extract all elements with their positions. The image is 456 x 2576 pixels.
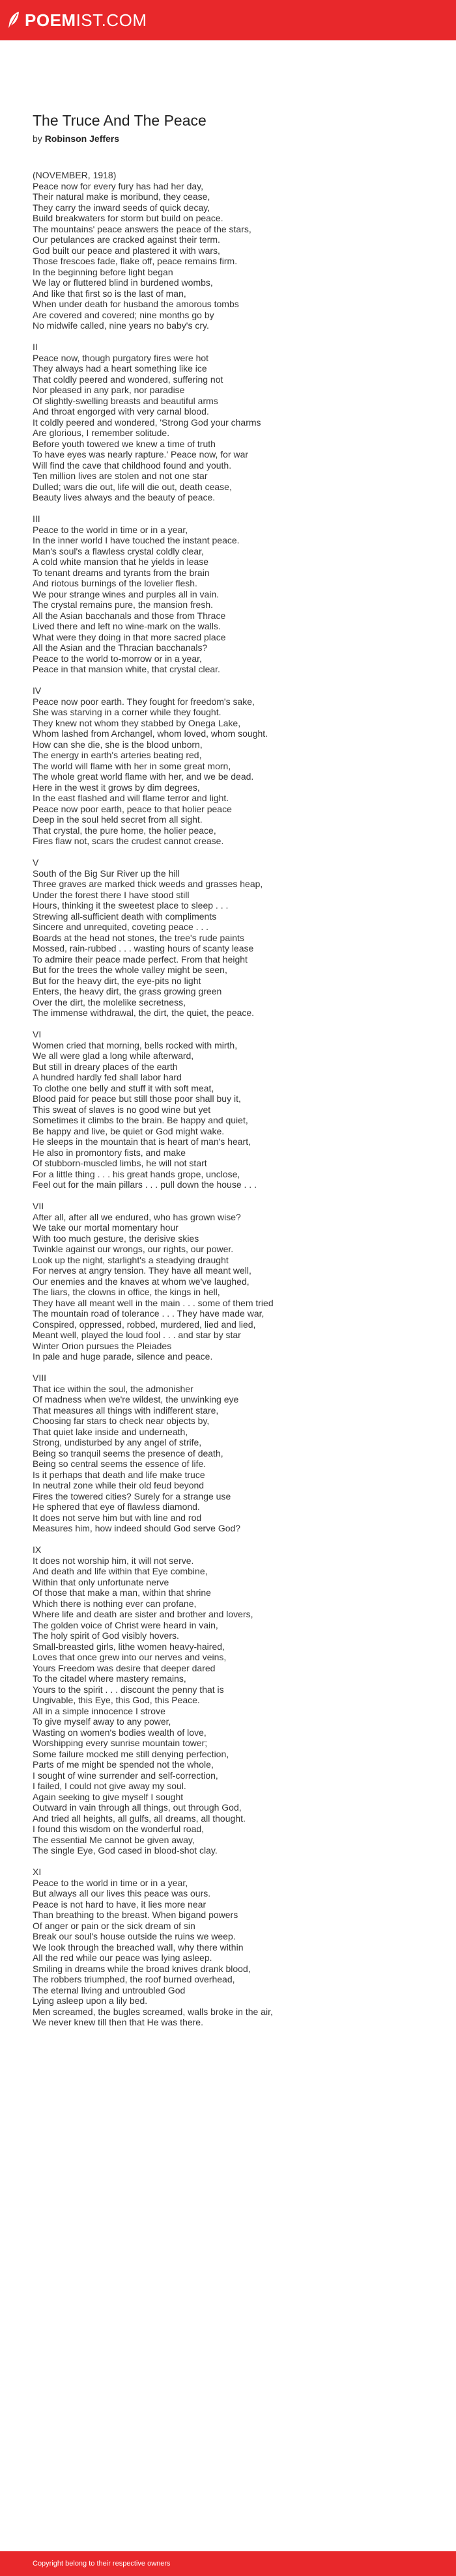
poem-line: This sweat of slaves is no good wine but yet xyxy=(33,1104,211,1115)
site-footer xyxy=(0,2551,456,2576)
poem-stanza xyxy=(33,1544,423,1856)
site-header xyxy=(0,0,456,40)
poem-line: Peace to the world in time or in a year, xyxy=(33,524,188,535)
poem-line: To give myself away to any power, xyxy=(33,1716,171,1727)
poem-line: Fires the towered cities? Surely for a strange use xyxy=(33,1490,231,1501)
poem-stanza xyxy=(33,1867,423,2028)
poem-line: Choosing far stars to check near objects by, xyxy=(33,1416,210,1426)
poem-line: Strong, undisturbed by any angel of strife, xyxy=(33,1437,202,1447)
poem-line: In the beginning before light began xyxy=(33,266,173,277)
poem-line: The energy in earth's arteries beating red, xyxy=(33,750,202,760)
poem-line: Under the forest there I have stood still xyxy=(33,889,190,900)
poem-line: VIII xyxy=(33,1373,47,1383)
poem-line: The robbers triumphed, the roof burned overhead, xyxy=(33,1974,235,1984)
poem-line: Beauty lives always and the beauty of peace. xyxy=(33,492,216,502)
poem-line: Before youth towered we knew a time of truth xyxy=(33,438,216,449)
poem-line: The single Eye, God cased in blood-shot clay. xyxy=(33,1845,218,1856)
poem-line: Sometimes it climbs to the brain. Be happy and quiet, xyxy=(33,1115,248,1125)
copyright-text: Copyright belong to their respective owners xyxy=(33,2560,171,2568)
poem-line: The mountain road of tolerance . . . They have made war, xyxy=(33,1308,264,1319)
poem-line: Which there is nothing ever can profane, xyxy=(33,1598,197,1609)
poem-line: We pour strange wines and purples all in vain. xyxy=(33,588,220,599)
poem-line: Small-breasted girls, lithe women heavy-haired, xyxy=(33,1641,225,1652)
poem-line: Ten million lives are stolen and not one star xyxy=(33,471,208,481)
poem-line: Conspired, oppressed, robbed, murdered, lied and lied, xyxy=(33,1319,256,1330)
poem-line: And riotous burnings of the lovelier flesh. xyxy=(33,578,197,588)
poem-line: For a little thing . . . his great hands grope, unclose, xyxy=(33,1168,240,1179)
poem-line: Peace now poor earth. They fought for freedom's sake, xyxy=(33,696,255,707)
poem-line: Of anger or pain or the sick dream of sin xyxy=(33,1920,195,1931)
poem-stanza xyxy=(33,342,423,503)
poem-line: To have eyes was nearly rapture.' Peace now, for war xyxy=(33,449,249,459)
poem-line: We all were glad a long while afterward, xyxy=(33,1050,194,1061)
poem-line: That measures all things with indifferent stare, xyxy=(33,1404,219,1416)
poem-line: Mossed, rain-rubbed . . . wasting hours of scanty lease xyxy=(33,943,254,953)
poem-line: That ice within the soul, the admonisher xyxy=(33,1383,193,1394)
poem-line: And tried all heights, all gulfs, all dreams, all thought. xyxy=(33,1813,246,1824)
poem-line: Dulled; wars die out, life will die out, death cease, xyxy=(33,481,232,492)
poem-line: Build breakwaters for storm but build on peace. xyxy=(33,213,223,223)
poem-line: The immense withdrawal, the dirt, the quiet, the peace. xyxy=(33,1007,255,1018)
poem-line: III xyxy=(33,514,40,524)
poem-line: Boards at the head not stones, the tree's rude paints xyxy=(33,932,244,943)
poem-line: They have all meant well in the main . . . some of them tried xyxy=(33,1297,274,1308)
poem-line: IV xyxy=(33,685,42,696)
poem-line: God built our peace and plastered it with wars, xyxy=(33,245,220,256)
poem-line: Yours to the spirit . . . discount the penny that is xyxy=(33,1684,224,1695)
poem-line: Twinkle against our wrongs, our rights, our power. xyxy=(33,1244,234,1254)
poem-stanza xyxy=(33,685,423,847)
poem-line: Strewing all-sufficient death with compliments xyxy=(33,911,217,922)
poem-line: He sleeps in the mountain that is heart of man's heart, xyxy=(33,1136,251,1147)
poem-line: For nerves at angry tension. They have all meant well, xyxy=(33,1265,251,1276)
poem-line: South of the Big Sur River up the hill xyxy=(33,868,180,879)
poem-line: A cold white mansion that he yields in lease xyxy=(33,556,209,567)
poem-line: It does not worship him, it will not serve. xyxy=(33,1555,194,1566)
poem-line: That quiet lake inside and underneath, xyxy=(33,1426,188,1437)
poem-line: Women cried that morning, bells rocked with mirth, xyxy=(33,1039,238,1050)
poem-line: Are covered and covered; nine months go by xyxy=(33,309,214,320)
poem-line: Lying asleep upon a lily bed. xyxy=(33,1995,148,2006)
poem-line: The golden voice of Christ were heard in vain, xyxy=(33,1619,218,1630)
by-label: by xyxy=(33,133,42,144)
poem-line: Yours Freedom was desire that deeper dared xyxy=(33,1662,216,1673)
poem-line: Their natural make is moribund, they cease, xyxy=(33,191,210,202)
poem-line: Peace is not hard to have, it lies more near xyxy=(33,1898,207,1910)
poem-line: The holy spirit of God visibly hovers. xyxy=(33,1630,179,1641)
poem-content xyxy=(0,40,456,2028)
poem-line: V xyxy=(33,857,39,868)
poem-line: But for the heavy dirt, the eye-pits no light xyxy=(33,975,201,986)
poem-line: She was starving in a corner while they fought. xyxy=(33,707,221,717)
poem-line: When under death for husband the amorous tombs xyxy=(33,299,239,309)
poem-line: Of madness when we're wildest, the unwinking eye xyxy=(33,1394,239,1404)
poem-line: The whole great world flame with her, and we be dead. xyxy=(33,771,254,782)
poem-stanza xyxy=(33,857,423,1019)
poem-author[interactable]: Robinson Jeffers xyxy=(44,133,120,144)
poem-line: Our petulances are cracked against their term. xyxy=(33,234,220,245)
poem-line: No midwife called, nine years no baby's cry. xyxy=(33,320,209,331)
poem-line: Wasting on women's bodies wealth of love, xyxy=(33,1727,207,1738)
poem-line: All the red while our peace was lying asleep. xyxy=(33,1953,212,1963)
poem-line: All the Asian bacchanals and those from Thrace xyxy=(33,610,226,621)
poem-line: Peace now poor earth, peace to that holier peace xyxy=(33,803,232,814)
poem-line: What were they doing in that more sacred place xyxy=(33,631,226,642)
poem-stanza xyxy=(33,1029,423,1190)
poem-line: A hundred hardly fed shall labor hard xyxy=(33,1072,182,1082)
poem-line: VII xyxy=(33,1201,44,1211)
poem-line: I found this wisdom on the wonderful road, xyxy=(33,1824,205,1834)
poem-line: The world will flame with her in some great morn, xyxy=(33,760,231,771)
poem-line: Than breathing to the breast. When bigand powers xyxy=(33,1910,238,1920)
poem-line: Our enemies and the knaves at whom we've laughed, xyxy=(33,1276,249,1287)
poem-stanza xyxy=(33,514,423,675)
poem-line: Enters, the heavy dirt, the grass growing green xyxy=(33,986,222,996)
poem-line: Look up the night, starlight's a steadying draught xyxy=(33,1254,229,1265)
logo-text-light: IST.COM xyxy=(76,10,147,30)
poem-line: Over the dirt, the molelike secretness, xyxy=(33,996,186,1007)
poem-line: After all, after all we endured, who has grown wise? xyxy=(33,1211,241,1222)
poem-line: But always all our lives this peace was ours. xyxy=(33,1888,211,1898)
poem-line: Outward in vain through all things, out through God, xyxy=(33,1802,242,1813)
poem-line: He sphered that eye of flawless diamond. xyxy=(33,1501,200,1512)
poem-line: Meant well, played the loud fool . . . and star by star xyxy=(33,1330,241,1340)
poem-line: Being so tranquil seems the presence of death, xyxy=(33,1447,223,1459)
poem-line: Those frescoes fade, flake off, peace remains firm. xyxy=(33,256,238,266)
poem-line: How can she die, she is the blood unborn, xyxy=(33,739,203,750)
poem-line: And death and life within that Eye combine, xyxy=(33,1566,208,1576)
poem-line: Within that only unfortunate nerve xyxy=(33,1576,169,1587)
poem-line: Peace to the world to-morrow or in a year, xyxy=(33,653,202,664)
poem-line: Loves that once grew into our nerves and veins, xyxy=(33,1652,227,1662)
poem-line: Nor pleased in any park, nor paradise xyxy=(33,385,185,395)
poem-line: The eternal living and untroubled God xyxy=(33,1984,186,1995)
poem-line: IX xyxy=(33,1544,42,1555)
poem-line: Being so central seems the essence of life. xyxy=(33,1459,207,1469)
poem-line: I failed, I could not give away my soul. xyxy=(33,1781,186,1791)
poem-line: They always had a heart something like ice xyxy=(33,363,207,374)
poem-line: Peace now, though purgatory fires were hot xyxy=(33,352,209,363)
poem-body xyxy=(33,170,423,2028)
poem-line: Peace in that mansion white, that crystal clear. xyxy=(33,664,220,674)
poem-line: We take our mortal momentary hour xyxy=(33,1222,178,1233)
poem-line: The mountains' peace answers the peace of the stars, xyxy=(33,223,251,234)
poem-line: They knew not whom they stabbed by Onega Lake, xyxy=(33,717,241,728)
poem-line: Blood paid for peace but still those poor shall buy it, xyxy=(33,1093,241,1104)
poem-line: To tenant dreams and tyrants from the brain xyxy=(33,567,210,578)
poem-line: Fires flaw not, scars the crudest cannot crease. xyxy=(33,836,224,846)
poem-line: VI xyxy=(33,1029,42,1039)
poem-line: That crystal, the pure home, the holier peace, xyxy=(33,825,216,836)
poem-line: Ungivable, this Eye, this God, this Peace. xyxy=(33,1695,200,1705)
poem-line: And like that first so is the last of man, xyxy=(33,288,186,299)
poem-line: Of those that make a man, within that shrine xyxy=(33,1587,211,1598)
poem-line: Three graves are marked thick weeds and grasses heap, xyxy=(33,879,263,889)
poem-line: Man's soul's a flawless crystal coldly clear, xyxy=(33,545,204,556)
poem-line: Hours, thinking it the sweetest place to sleep . . . xyxy=(33,900,229,911)
poem-line: Are glorious, I remember solitude. xyxy=(33,428,170,438)
poem-stanza xyxy=(33,1373,423,1534)
poem-line: XI xyxy=(33,1867,42,1877)
poem-stanza xyxy=(33,170,423,331)
poem-line: Winter Orion pursues the Pleiades xyxy=(33,1340,172,1351)
poem-line: All the Asian and the Thracian bacchanals? xyxy=(33,642,208,653)
poem-line: All in a simple innocence I strove xyxy=(33,1705,165,1716)
poem-line: Parts of me might be spended not the whole, xyxy=(33,1759,214,1770)
poem-line: With too much gesture, the derisive skies xyxy=(33,1233,199,1244)
poem-line: Where life and death are sister and brother and lovers, xyxy=(33,1609,253,1619)
poem-line: We never knew till then that He was there. xyxy=(33,2017,203,2027)
poem-line: Sincere and unrequited, coveting peace . . . xyxy=(33,922,209,932)
poem-line: The essential Me cannot be given away, xyxy=(33,1834,195,1845)
poem-stanza xyxy=(33,1201,423,1362)
poem-line: It does not serve him but with line and rod xyxy=(33,1512,202,1523)
poem-line: In the east flashed and will flame terror and light. xyxy=(33,793,229,803)
poem-line: They carry the inward seeds of quick decay, xyxy=(33,202,210,213)
poem-line: Be happy and live, be quiet or God might wake. xyxy=(33,1125,225,1136)
poem-line: I sought of wine surrender and self-correction, xyxy=(33,1770,218,1781)
poem-byline xyxy=(33,133,423,144)
poem-line: Again seeking to give myself I sought xyxy=(33,1791,184,1802)
poem-line: But for the trees the whole valley might be seen, xyxy=(33,965,227,975)
poem-line: Peace now for every fury has had her day, xyxy=(33,180,203,191)
poem-line: Is it perhaps that death and life make truce xyxy=(33,1469,205,1480)
poem-line: Of stubborn-muscled limbs, he will not start xyxy=(33,1158,207,1168)
poem-line: Worshipping every sunrise mountain tower; xyxy=(33,1738,208,1748)
poem-line: Deep in the soul held secret from all sight. xyxy=(33,814,203,825)
feather-pen-icon xyxy=(7,11,21,29)
poem-line: That coldly peered and wondered, suffering not xyxy=(33,374,223,385)
poem-line: He also in promontory fists, and make xyxy=(33,1147,186,1158)
poem-line: Measures him, how indeed should God serve God? xyxy=(33,1523,241,1533)
poem-line: Feel out for the main pillars . . . pull down the house . . . xyxy=(33,1179,257,1190)
poem-line: The liars, the clowns in office, the kings in hell, xyxy=(33,1287,220,1297)
poem-line: Whom lashed from Archangel, whom loved, whom sought. xyxy=(33,728,268,739)
poem-line: Of slightly-swelling breasts and beautiful arms xyxy=(33,395,218,406)
poem-line: (NOVEMBER, 1918) xyxy=(33,170,117,180)
poem-line: Peace to the world in time or in a year, xyxy=(33,1877,188,1888)
poem-line: Break our soul's house outside the ruins we weep. xyxy=(33,1931,236,1941)
poem-line: To clothe one belly and stuff it with soft meat, xyxy=(33,1082,214,1093)
poem-line: We lay or fluttered blind in burdened wombs, xyxy=(33,277,213,288)
poem-line: Will find the cave that childhood found and youth. xyxy=(33,459,232,471)
poem-line: In the inner world I have touched the instant peace. xyxy=(33,535,240,545)
poem-line: Smiling in dreams while the broad knives drank blood, xyxy=(33,1963,251,1974)
poem-line: In neutral zone while their old feud beyond xyxy=(33,1480,205,1490)
site-logo[interactable] xyxy=(7,11,147,29)
poem-line: Here in the west it grows by dim degrees, xyxy=(33,782,200,793)
poem-line: To the citadel where mastery remains, xyxy=(33,1673,186,1684)
poem-line: In pale and huge parade, silence and peace. xyxy=(33,1351,213,1362)
logo-text-bold: POEM xyxy=(25,10,76,30)
poem-line: We look through the breached wall, why there within xyxy=(33,1941,244,1953)
poem-line: To admire their peace made perfect. From that height xyxy=(33,953,248,965)
poem-line: Some failure mocked me still denying perfection, xyxy=(33,1748,229,1759)
poem-line: Lived there and left no wine-mark on the walls. xyxy=(33,621,221,631)
poem-line: Men screamed, the bugles screamed, walls broke in the air, xyxy=(33,2006,273,2017)
poem-line: It coldly peered and wondered, 'Strong God your charms xyxy=(33,417,261,428)
poem-line: II xyxy=(33,342,38,352)
poem-line: The crystal remains pure, the mansion fresh. xyxy=(33,599,214,610)
poem-line: But still in dreary places of the earth xyxy=(33,1061,178,1072)
poem-line: And throat engorged with very carnal blood. xyxy=(33,406,209,417)
poem-title: The Truce And The Peace xyxy=(33,112,207,129)
